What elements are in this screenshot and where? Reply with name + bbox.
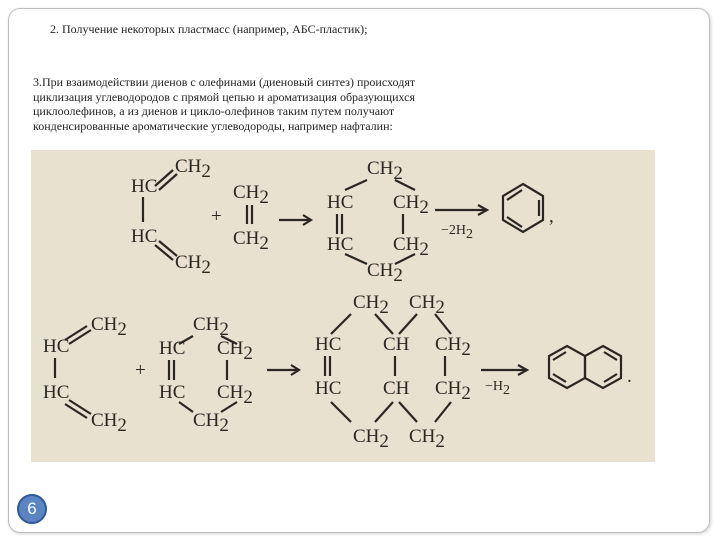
reaction2-cycloolefin — [159, 314, 253, 436]
r1-diene-ch-top-label: CH — [175, 156, 202, 177]
paragraph-line: 3.При взаимодействии диенов с олефинами (диеновый синтез) происходят — [33, 75, 416, 89]
r2-product-naphthalene — [549, 346, 621, 388]
paragraph-line: циклизация углеводородов с прямой цепью и ароматизация образующихся — [33, 89, 415, 104]
r2-bi-bond-11 — [399, 402, 417, 422]
r1-diene-hc-top: HC — [131, 176, 158, 197]
paragraph-line: конденсированные ароматические углеводороды, например нафталин: — [33, 118, 393, 133]
r1-ring-hc-bottom: HC — [327, 234, 354, 255]
reaction1-diene — [131, 156, 211, 278]
r2-bi-bond-1 — [331, 314, 351, 334]
r2-cyclo-hc-bottom: HC — [159, 382, 186, 403]
r2-cyclo-hc-top: HC — [159, 338, 186, 359]
r2-diene-ch2-bottom: CH2 — [91, 410, 127, 436]
r1-diene-ch2-bottom: CH2 — [175, 252, 211, 278]
naphthalene-ring-right — [585, 346, 621, 388]
r2-cyclo-top: CH2 — [193, 314, 229, 340]
r2-bi-ch-low: CH — [383, 378, 410, 399]
r2-plus: + — [135, 360, 146, 381]
r1-diene-double-bond-top — [155, 170, 173, 186]
r2-bi-bond-12 — [435, 402, 451, 422]
r1-ring-bond-tl — [345, 180, 367, 190]
r1-olefin-top: CH2 — [233, 182, 269, 208]
r2-bi-ch2-bl: CH2 — [353, 426, 389, 452]
reaction2-bicycle — [315, 292, 471, 452]
reaction2-diene — [43, 314, 127, 436]
r2-reagent-label: −H2 — [485, 379, 511, 398]
r1-ring-ch2-bottom: CH2 — [393, 234, 429, 260]
r1-ring-bond-br — [395, 254, 415, 264]
r2-diene-double-bottom-2 — [69, 400, 91, 414]
r1-diene-ch-top: CH2 — [175, 156, 211, 182]
reaction-scheme-svg — [31, 150, 655, 462]
r2-bi-ch2-low: CH2 — [435, 378, 471, 404]
reaction1-ring — [327, 158, 429, 286]
r1-olefin-bottom: CH2 — [233, 228, 269, 254]
r2-diene-ch2-top: CH2 — [91, 314, 127, 340]
r1-ring-bottom: CH2 — [367, 260, 403, 286]
r2-bi-hc-mid: HC — [315, 334, 342, 355]
r1-product-benzene — [503, 184, 543, 232]
r1-diene-hc-bottom: HC — [131, 226, 158, 247]
r2-cyclo-ch2-lower: CH2 — [217, 382, 253, 408]
r1-ring-hc-top: HC — [327, 192, 354, 213]
r1-ring-bond-bl — [345, 254, 367, 264]
r1-plus: + — [211, 206, 222, 227]
r2-bi-hc-low: HC — [315, 378, 342, 399]
r1-ring-top: CH2 — [367, 158, 403, 184]
r1-ring-ch2-top: CH2 — [393, 192, 429, 218]
r2-cyclo-bottom: CH2 — [193, 410, 229, 436]
r2-bi-ch2-tl: CH2 — [353, 292, 389, 318]
r1-diene-double-bond-bottom — [155, 245, 173, 260]
r2-bi-ch2-mid: CH2 — [435, 334, 471, 360]
r1-product-tail: , — [549, 206, 554, 227]
r2-bi-bond-3 — [399, 314, 417, 334]
r2-cyclo-bond-br — [221, 402, 237, 412]
r2-cyclo-ch2-upper: CH2 — [217, 338, 253, 364]
r2-diene-double-bottom-1 — [65, 404, 87, 418]
r2-bi-ch-mid: CH — [383, 334, 410, 355]
paragraph-line: циклоолефинов, а из диенов и цикло-олефинов таким путем получают — [33, 104, 395, 118]
slide-heading: 2. Получение некоторых пластмасс (например, АБС-пластик); — [50, 22, 368, 36]
reaction1-olefin — [233, 182, 269, 254]
r2-diene-double-top-2 — [69, 330, 91, 344]
r2-diene-hc-top: HC — [43, 336, 70, 357]
r2-cyclo-bond-bl — [179, 402, 193, 412]
r1-ring-bond-tr — [395, 180, 415, 190]
r2-diene-hc-bottom: HC — [43, 382, 70, 403]
r2-bi-ch2-br: CH2 — [409, 426, 445, 452]
r2-product-tail: . — [627, 366, 632, 387]
naphthalene-ring-left — [549, 346, 585, 388]
slide-paragraph — [33, 75, 683, 133]
r1-reagent-label: −2H2 — [441, 223, 474, 242]
reaction-scheme-figure — [31, 150, 655, 462]
r2-bi-bond-9 — [331, 402, 351, 422]
r2-bi-bond-10 — [375, 402, 393, 422]
r2-bi-ch2-tr: CH2 — [409, 292, 445, 318]
benzene-ring — [503, 184, 543, 232]
benzene-inner-bond-3 — [507, 217, 522, 227]
page-number-badge: 6 — [17, 494, 47, 524]
